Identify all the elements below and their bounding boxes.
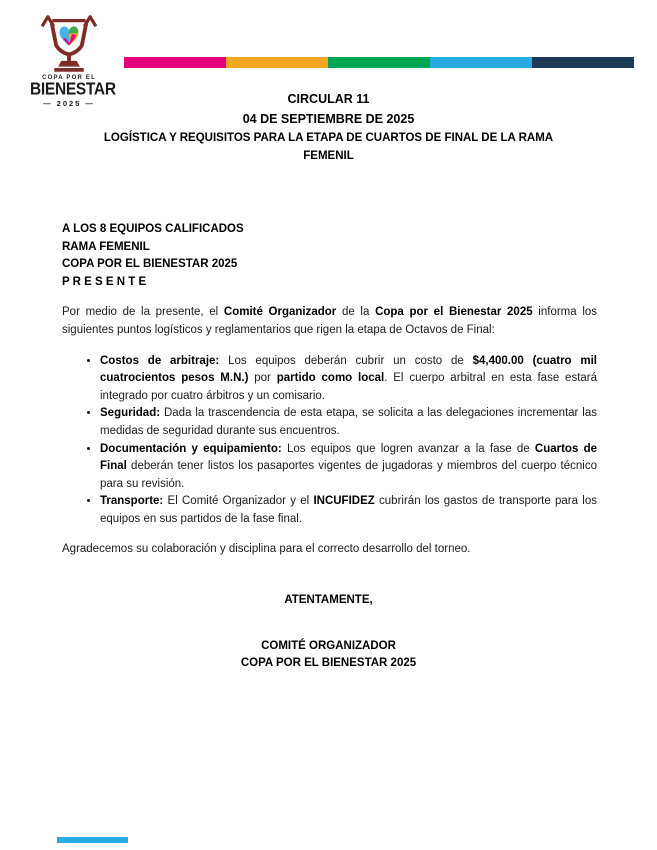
recipient-block	[62, 221, 597, 291]
circular-date: 04 DE SEPTIEMBRE DE 2025	[242, 111, 415, 126]
logo-name-text: BIENESTAR	[30, 79, 116, 100]
bullet-seguridad: • Seguridad: Dada la trascendencia de esta etapa, se solicita a las delegaciones incrementar las medidas de seguridad durante sus encuentros.	[100, 405, 597, 440]
logo-year-text: — 2025 —	[43, 99, 95, 108]
stripe-segment	[532, 57, 634, 68]
signature-event: COPA POR EL BIENESTAR 2025	[240, 657, 417, 670]
stripe-segment	[328, 57, 430, 68]
intro-paragraph: Por medio de la presente, el Comité Organizador de la Copa por el Bienestar 2025 informa los siguientes puntos logísticos y reglamentarios que rigen la etapa de Octavos de Final:	[62, 306, 598, 336]
salutation: ATENTAMENTE,	[284, 594, 373, 606]
circular-subject-line2: FEMENIL	[303, 150, 354, 162]
title-block	[40, 90, 617, 165]
points-list	[62, 353, 597, 529]
signature-org: COMITÉ ORGANIZADOR	[261, 639, 396, 652]
circular-subject-line1: LOGÍSTICA Y REQUISITOS PARA LA ETAPA DE CUARTOS DE FINAL DE LA RAMA	[103, 132, 554, 144]
trophy-icon	[37, 12, 101, 74]
logo-top-text: COPA POR EL	[42, 75, 96, 81]
letter-body	[62, 221, 597, 570]
stripe-segment	[124, 57, 226, 68]
footer-accent-bar	[57, 837, 128, 843]
bullet-transporte: • Transporte: El Comité Organizador y el INCUFIDEZ cubrirán los gastos de transporte para los equipos en sus partidos de la fase final.	[100, 493, 597, 528]
header-stripe	[124, 57, 634, 68]
circular-number: CIRCULAR 11	[287, 92, 370, 106]
signature-block	[0, 592, 657, 673]
bullet-costos-arbitraje: • Costos de arbitraje: Los equipos deberán cubrir un costo de $4,400.00 (cuatro mil cuatrocientos pesos M.N.) por partido como local. El cuerpo arbitral en esta fase estará integrado por cuatro árbitros y un comisario.	[100, 353, 597, 406]
recipient-line-4: P R E S E N T E	[62, 275, 147, 288]
stripe-segment	[430, 57, 532, 68]
heart-icon	[60, 27, 79, 46]
recipient-line-3: COPA POR EL BIENESTAR 2025	[62, 258, 238, 271]
recipient-line-2: RAMA FEMENIL	[62, 240, 150, 253]
closing-paragraph: Agradecemos su colaboración y disciplina para el correcto desarrollo del torneo.	[62, 542, 471, 555]
stripe-segment	[226, 57, 328, 68]
bullet-documentacion: • Documentación y equipamiento: Los equipos que logren avanzar a la fase de Cuartos de Final deberán tener listos los pasaportes vigentes de jugadoras y miembros del cuerpo técnico para su revisión.	[100, 441, 597, 494]
recipient-line-1: A LOS 8 EQUIPOS CALIFICADOS	[62, 223, 244, 235]
